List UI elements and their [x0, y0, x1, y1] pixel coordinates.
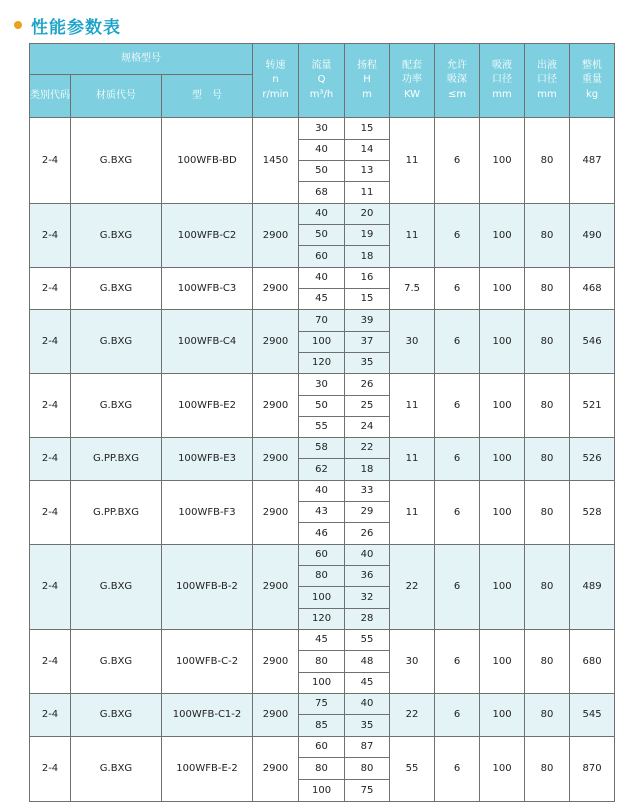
suction-depth-cell: 6: [435, 737, 480, 802]
table-body: [30, 118, 615, 802]
outlet-diameter-cell: 80: [525, 737, 570, 802]
head-cell: 35: [345, 715, 390, 737]
inlet-diameter-cell: 100: [480, 310, 525, 374]
suction-depth-header: 允许 吸深 ≤m: [435, 44, 480, 118]
flow-cell: 80: [299, 758, 345, 780]
suction-depth-cell: 6: [435, 630, 480, 694]
flow-cell: 68: [299, 182, 345, 204]
weight-cell: 546: [570, 310, 615, 374]
power-cell: 11: [390, 204, 435, 268]
power-cell: 22: [390, 694, 435, 737]
model-cell: 100WFB-C4: [162, 310, 253, 374]
flow-cell: 75: [299, 694, 345, 715]
flow-cell: 40: [299, 204, 345, 225]
head-cell: 20: [345, 204, 390, 225]
head-cell: 18: [345, 459, 390, 481]
category-code-cell: 2-4: [30, 118, 71, 204]
head-cell: 40: [345, 694, 390, 715]
flow-cell: 40: [299, 481, 345, 502]
inlet-diameter-cell: 100: [480, 737, 525, 802]
suction-depth-cell: 6: [435, 438, 480, 481]
table-row: [30, 268, 615, 289]
head-cell: 29: [345, 502, 390, 523]
material-code-cell: G.BXG: [71, 268, 162, 310]
head-header: 扬程 H m: [345, 44, 390, 118]
speed-cell: 2900: [253, 374, 299, 438]
model-cell: 100WFB-B-2: [162, 545, 253, 630]
flow-cell: 50: [299, 161, 345, 182]
speed-header: 转速 n r/min: [253, 44, 299, 118]
head-cell: 28: [345, 609, 390, 630]
material-code-header: 材质代号: [71, 75, 162, 118]
flow-cell: 55: [299, 417, 345, 438]
flow-cell: 100: [299, 587, 345, 609]
category-code-cell: 2-4: [30, 204, 71, 268]
head-cell: 55: [345, 630, 390, 651]
bullet-icon: [14, 21, 22, 29]
outlet-diameter-cell: 80: [525, 268, 570, 310]
model-cell: 100WFB-E2: [162, 374, 253, 438]
inlet-diameter-header: 吸液 口径 mm: [480, 44, 525, 118]
head-cell: 40: [345, 545, 390, 566]
weight-cell: 526: [570, 438, 615, 481]
material-code-cell: G.BXG: [71, 374, 162, 438]
page-title: 性能参数表: [31, 17, 121, 38]
table-row: [30, 737, 615, 758]
speed-cell: 2900: [253, 268, 299, 310]
outlet-diameter-cell: 80: [525, 481, 570, 545]
power-cell: 30: [390, 310, 435, 374]
weight-cell: 490: [570, 204, 615, 268]
head-cell: 13: [345, 161, 390, 182]
category-code-cell: 2-4: [30, 694, 71, 737]
speed-cell: 2900: [253, 545, 299, 630]
speed-cell: 2900: [253, 310, 299, 374]
flow-header: 流量 Q m³/h: [299, 44, 345, 118]
material-code-cell: G.BXG: [71, 630, 162, 694]
speed-cell: 2900: [253, 438, 299, 481]
flow-cell: 40: [299, 268, 345, 289]
head-cell: 48: [345, 651, 390, 673]
outlet-diameter-cell: 80: [525, 694, 570, 737]
table-row: [30, 630, 615, 651]
head-cell: 15: [345, 289, 390, 310]
material-code-cell: G.BXG: [71, 737, 162, 802]
head-cell: 75: [345, 780, 390, 802]
head-cell: 33: [345, 481, 390, 502]
material-code-cell: G.BXG: [71, 310, 162, 374]
flow-cell: 100: [299, 780, 345, 802]
category-code-cell: 2-4: [30, 481, 71, 545]
inlet-diameter-cell: 100: [480, 545, 525, 630]
head-cell: 16: [345, 268, 390, 289]
head-cell: 11: [345, 182, 390, 204]
section-header: [14, 12, 121, 38]
table-row: [30, 118, 615, 140]
category-code-cell: 2-4: [30, 630, 71, 694]
category-code-header: 类别代码: [30, 75, 71, 118]
model-cell: 100WFB-C2: [162, 204, 253, 268]
suction-depth-cell: 6: [435, 204, 480, 268]
speed-cell: 2900: [253, 481, 299, 545]
flow-cell: 60: [299, 545, 345, 566]
model-header: 型 号: [162, 75, 253, 118]
weight-header: 整机 重量 kg: [570, 44, 615, 118]
power-cell: 22: [390, 545, 435, 630]
power-cell: 11: [390, 438, 435, 481]
head-cell: 25: [345, 396, 390, 417]
flow-cell: 100: [299, 673, 345, 694]
head-cell: 14: [345, 140, 390, 161]
head-cell: 35: [345, 353, 390, 374]
outlet-diameter-cell: 80: [525, 310, 570, 374]
speed-cell: 1450: [253, 118, 299, 204]
model-cell: 100WFB-BD: [162, 118, 253, 204]
flow-cell: 30: [299, 374, 345, 396]
flow-cell: 85: [299, 715, 345, 737]
outlet-diameter-cell: 80: [525, 374, 570, 438]
category-code-cell: 2-4: [30, 374, 71, 438]
power-cell: 11: [390, 481, 435, 545]
model-cell: 100WFB-C1-2: [162, 694, 253, 737]
power-cell: 7.5: [390, 268, 435, 310]
category-code-cell: 2-4: [30, 310, 71, 374]
flow-cell: 45: [299, 289, 345, 310]
flow-cell: 80: [299, 651, 345, 673]
flow-cell: 43: [299, 502, 345, 523]
head-cell: 80: [345, 758, 390, 780]
weight-cell: 489: [570, 545, 615, 630]
weight-cell: 870: [570, 737, 615, 802]
flow-cell: 60: [299, 246, 345, 268]
category-code-cell: 2-4: [30, 545, 71, 630]
power-header: 配套 功率 KW: [390, 44, 435, 118]
table-row: [30, 694, 615, 715]
flow-cell: 80: [299, 566, 345, 587]
head-cell: 32: [345, 587, 390, 609]
suction-depth-cell: 6: [435, 310, 480, 374]
table-header: [30, 44, 615, 118]
material-code-cell: G.PP.BXG: [71, 481, 162, 545]
model-cell: 100WFB-C-2: [162, 630, 253, 694]
speed-cell: 2900: [253, 694, 299, 737]
table-row: [30, 374, 615, 396]
weight-cell: 468: [570, 268, 615, 310]
inlet-diameter-cell: 100: [480, 118, 525, 204]
table-row: [30, 310, 615, 332]
head-cell: 36: [345, 566, 390, 587]
performance-table: [29, 43, 615, 802]
table-row: [30, 438, 615, 459]
speed-cell: 2900: [253, 204, 299, 268]
flow-cell: 50: [299, 225, 345, 246]
suction-depth-cell: 6: [435, 694, 480, 737]
flow-cell: 40: [299, 140, 345, 161]
table-row: [30, 481, 615, 502]
category-code-cell: 2-4: [30, 438, 71, 481]
weight-cell: 521: [570, 374, 615, 438]
model-cell: 100WFB-F3: [162, 481, 253, 545]
category-code-cell: 2-4: [30, 268, 71, 310]
suction-depth-cell: 6: [435, 268, 480, 310]
inlet-diameter-cell: 100: [480, 204, 525, 268]
table-row: [30, 545, 615, 566]
flow-cell: 58: [299, 438, 345, 459]
flow-cell: 50: [299, 396, 345, 417]
flow-cell: 45: [299, 630, 345, 651]
power-cell: 11: [390, 118, 435, 204]
outlet-diameter-cell: 80: [525, 630, 570, 694]
flow-cell: 30: [299, 118, 345, 140]
head-cell: 45: [345, 673, 390, 694]
flow-cell: 46: [299, 523, 345, 545]
material-code-cell: G.PP.BXG: [71, 438, 162, 481]
outlet-diameter-header: 出液 口径 mm: [525, 44, 570, 118]
inlet-diameter-cell: 100: [480, 268, 525, 310]
head-cell: 18: [345, 246, 390, 268]
speed-cell: 2900: [253, 737, 299, 802]
power-cell: 55: [390, 737, 435, 802]
material-code-cell: G.BXG: [71, 545, 162, 630]
suction-depth-cell: 6: [435, 545, 480, 630]
power-cell: 11: [390, 374, 435, 438]
flow-cell: 60: [299, 737, 345, 758]
outlet-diameter-cell: 80: [525, 545, 570, 630]
material-code-cell: G.BXG: [71, 204, 162, 268]
suction-depth-cell: 6: [435, 374, 480, 438]
flow-cell: 120: [299, 609, 345, 630]
table-row: [30, 204, 615, 225]
speed-cell: 2900: [253, 630, 299, 694]
suction-depth-cell: 6: [435, 481, 480, 545]
head-cell: 24: [345, 417, 390, 438]
inlet-diameter-cell: 100: [480, 694, 525, 737]
weight-cell: 487: [570, 118, 615, 204]
head-cell: 26: [345, 523, 390, 545]
inlet-diameter-cell: 100: [480, 630, 525, 694]
model-cell: 100WFB-C3: [162, 268, 253, 310]
flow-cell: 70: [299, 310, 345, 332]
model-cell: 100WFB-E-2: [162, 737, 253, 802]
outlet-diameter-cell: 80: [525, 118, 570, 204]
model-cell: 100WFB-E3: [162, 438, 253, 481]
material-code-cell: G.BXG: [71, 118, 162, 204]
weight-cell: 545: [570, 694, 615, 737]
flow-cell: 62: [299, 459, 345, 481]
material-code-cell: G.BXG: [71, 694, 162, 737]
outlet-diameter-cell: 80: [525, 438, 570, 481]
head-cell: 26: [345, 374, 390, 396]
inlet-diameter-cell: 100: [480, 481, 525, 545]
head-cell: 87: [345, 737, 390, 758]
head-cell: 15: [345, 118, 390, 140]
weight-cell: 528: [570, 481, 615, 545]
inlet-diameter-cell: 100: [480, 374, 525, 438]
inlet-diameter-cell: 100: [480, 438, 525, 481]
head-cell: 19: [345, 225, 390, 246]
flow-cell: 100: [299, 332, 345, 353]
flow-cell: 120: [299, 353, 345, 374]
outlet-diameter-cell: 80: [525, 204, 570, 268]
suction-depth-cell: 6: [435, 118, 480, 204]
power-cell: 30: [390, 630, 435, 694]
head-cell: 37: [345, 332, 390, 353]
head-cell: 22: [345, 438, 390, 459]
weight-cell: 680: [570, 630, 615, 694]
spec-group-header: 规格型号: [30, 44, 253, 75]
category-code-cell: 2-4: [30, 737, 71, 802]
head-cell: 39: [345, 310, 390, 332]
